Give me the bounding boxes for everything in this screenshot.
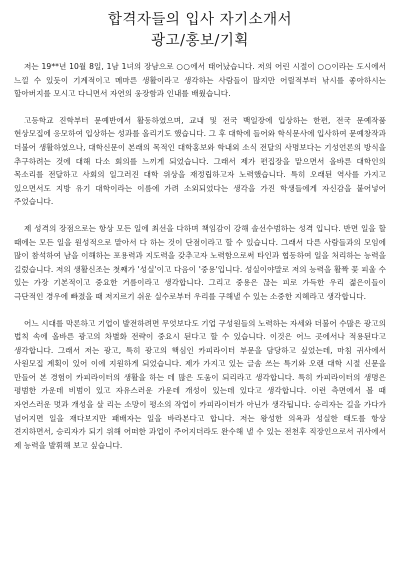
paragraph-motivation: 어느 시대를 막론하고 기업이 발전하려면 무엇보다도 기업 구성원들의 노력하는 자세와 더불어 수많은 광고의 법칙 속에 올바른 광고의 차별화 전략이 중요시 된다고 할 수 있습니다. 이것은 어느 곳에서나 적용된다고 생각합니다. 그래서 저는 광고, 특히 광고의 핵심인 카피라이터 부문을 담당하고 싶었는데, 마침 귀사에서 사원모집 계획이 있어 이에 지원하게 되었습니다. 제가 가지고 있는 글솜 쓰는 특기와 오랜 대학 시절 신문을 만들어 본 경험이 카피라이터의 생활을 하는 데 많은 도움이 되리라고 생각합니다. 특히 카피라이터의 생명은 평범한 가운데 비범이 있고 자유스러운 가운데 개성이 있는데 있다고 생각합니다. 이런 측면에서 볼 때 자연스러운 멋과 개성을 살 리는 소망이 평소의 작업이 카피라이터가 아닌가 생각됩니다. 승리자는 길을 가다가 넘어지면 일을 재다보지만 패배자는 일을 바라본다고 합니다. 저는 왕성한 의욕과 성실한 태도를 항상 견지하면서, 승리자가 되기 위해 어떠한 과업이 주어지더라도 완수해 낼 수 있는 전천후 직장인으로서 귀사에서 제 능력을 발휘해 보고 싶습니다. xyxy=(14,318,386,450)
document-body xyxy=(14,60,386,452)
title-line-2: 광고/홍보/기획 xyxy=(151,33,249,49)
paragraph-personality: 제 성격의 장점으로는 항상 모든 일에 최선을 다하며 책임감이 강해 솔선수범하는 성격 입니다. 반면 일을 할 때에는 모든 일을 원성적으로 맡아서 다 하는 것이 단점이라고 할 수 있습니다. 그래서 다른 사람들과의 모임에 많이 참석하여 남을 이해하는 포용력과 지도력을 갖추고자 노력함으로써 타인과 협동하여 일을 처리하는 능력을 길렀습니다. 저의 생활신조는 첫째가 '성실'이고 다음이 '중용'입니다. 성실이야말로 저의 능력을 활짝 꽃 피울 수 있는 가장 기본적이고 중요한 거름이라고 생각합니다. 그리고 중용은 끊는 피로 가득한 우리 젊은이들이 극단적인 경우에 빠졌을 때 저지르기 쉬운 실수로부터 우리를 구해낼 수 있는 소중한 지혜라고 생각합니다. xyxy=(14,223,386,301)
paragraph-birth-and-childhood: 저는 19**년 10월 8일, 1남 1녀의 장남으로 ○○에서 태어났습니다. 저의 어린 시절이 ○○이라는 도시에서 느낄 수 있듯이 기계적이고 메마른 생활이라고 생각하는 사람들이 많지만 어릴적부터 낚시를 좋아하시는 할아버지를 모시고 다니면서 자연의 웅장함과 인내를 배웠습니다. xyxy=(14,62,386,99)
title-line-1: 합격자들의 입사 자기소개서 xyxy=(107,12,293,28)
document-title xyxy=(14,10,386,52)
paragraph-education-and-activities: 고등학교 진학부터 문예반에서 활동하였으며, 교내 및 전국 백일장에 입상하는 한편, 전국 문예작품 현상모집에 응모하여 입상하는 성과를 올리기도 했습니다. 그 후 대학에 들어와 학식문사에 입사하여 문예창작과 더불어 생활하였으나, 대학신문이 본래의 목적인 대학홍보와 학내외 소식 전달의 사명보다는 기성언론의 방식을 추구하려는 것에 대해 다소 회의를 느끼게 되었습니다. 그래서 제가 편집장을 맡으면서 올바른 대학인의 목소리를 전달하고 사회의 일그러진 대학 위상을 재정립하고자 노력했습니다. 특히 오래된 역사를 가지고 있으면서도 지방 유기 대학이라는 이름에 가려 소외되었다는 생각을 가진 학생들에게 자신감을 붙어넣어 주었습니다. xyxy=(14,115,386,207)
